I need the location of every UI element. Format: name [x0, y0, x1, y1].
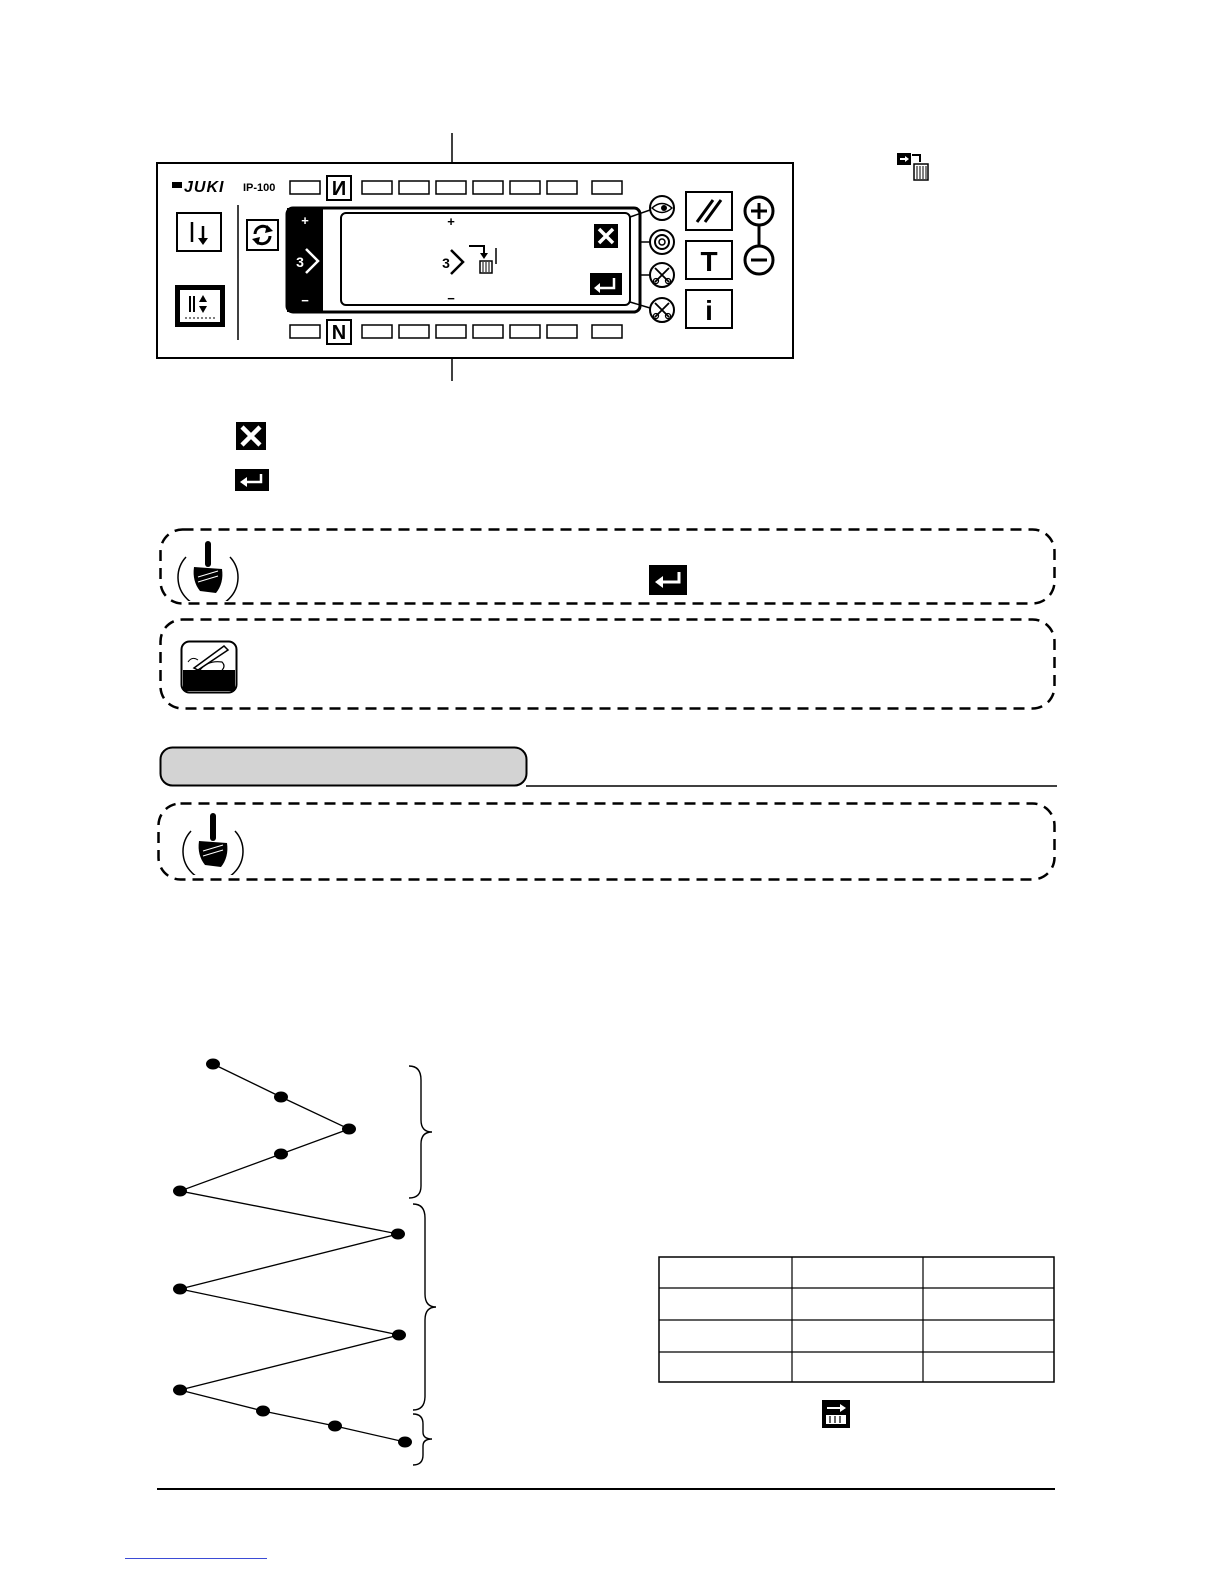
bottom-key-6[interactable]	[510, 325, 540, 338]
top-key-4[interactable]	[436, 181, 466, 194]
lcd-left-minus: −	[301, 293, 309, 308]
bottom-key-2[interactable]	[362, 325, 392, 338]
caution-finger-hand-icon	[176, 537, 240, 601]
t-key[interactable]	[686, 241, 732, 279]
svg-text:3: 3	[296, 254, 304, 270]
stitch-pattern-diagram	[160, 1050, 460, 1470]
svg-text:i: i	[705, 295, 713, 326]
settings-table	[658, 1256, 1055, 1383]
svg-text:3: 3	[442, 255, 450, 271]
lcd-plus: +	[447, 214, 455, 229]
bottom-key-7[interactable]	[547, 325, 577, 338]
enter-icon-inline	[649, 565, 687, 595]
minus-key[interactable]	[745, 246, 773, 274]
info-key[interactable]	[686, 290, 732, 328]
scissors-key-1[interactable]	[650, 263, 674, 287]
bottom-key-8[interactable]	[592, 325, 622, 338]
enter-icon	[235, 469, 269, 491]
lcd-enter-icon[interactable]	[590, 273, 622, 295]
top-key-6[interactable]	[510, 181, 540, 194]
footer-rule	[157, 1488, 1055, 1490]
lcd-minus: −	[447, 291, 455, 306]
reset-key[interactable]	[686, 192, 732, 230]
stitch-pattern-icon	[822, 1400, 850, 1428]
feed-key[interactable]	[177, 213, 221, 251]
note-pencil-icon	[180, 640, 238, 694]
top-n-label: N	[331, 178, 347, 200]
note-box	[159, 618, 1056, 710]
bottom-n-label: N	[331, 322, 347, 344]
ready-key[interactable]	[247, 220, 278, 250]
top-key-1[interactable]	[290, 181, 320, 194]
caution-finger-hand-icon-2	[181, 809, 245, 875]
top-key-3[interactable]	[399, 181, 429, 194]
bottom-key-4[interactable]	[436, 325, 466, 338]
stitch-thread-icon	[897, 153, 928, 180]
lcd-display	[287, 208, 640, 312]
lcd-cancel-icon[interactable]	[594, 224, 618, 248]
svg-text:T: T	[700, 246, 718, 277]
plus-key[interactable]	[745, 197, 773, 225]
bottom-key-3[interactable]	[399, 325, 429, 338]
top-key-2[interactable]	[362, 181, 392, 194]
bottom-key-1[interactable]	[290, 325, 320, 338]
scissors-key-2[interactable]	[650, 298, 674, 322]
lcd-left-plus: +	[301, 213, 309, 228]
svg-text:JUKI: JUKI	[184, 179, 225, 196]
model-label: IP-100	[243, 182, 276, 194]
cancel-x-icon	[236, 422, 266, 450]
needle-up-down-key[interactable]	[175, 285, 225, 327]
top-key-7[interactable]	[547, 181, 577, 194]
section-header	[159, 746, 1057, 788]
spiral-key[interactable]	[650, 230, 674, 254]
link-underline[interactable]	[125, 1558, 267, 1559]
bottom-key-5[interactable]	[473, 325, 503, 338]
caution-box-2	[157, 802, 1056, 881]
caution-box-1	[159, 528, 1056, 605]
operation-panel-figure	[0, 0, 1224, 420]
eye-key[interactable]	[650, 196, 674, 220]
top-key-5[interactable]	[473, 181, 503, 194]
top-key-8[interactable]	[592, 181, 622, 194]
